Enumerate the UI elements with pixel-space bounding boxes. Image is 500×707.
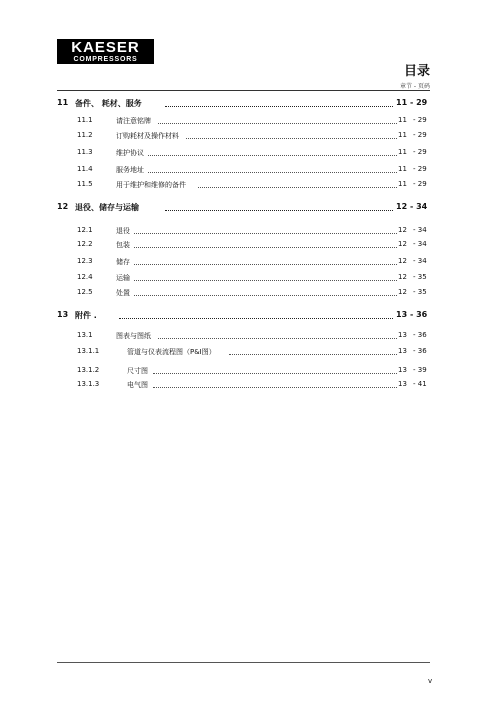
dot-leader xyxy=(158,338,397,339)
toc-chapter-ref: 12 xyxy=(398,226,407,234)
toc-number: 12.5 xyxy=(77,288,93,296)
dot-leader xyxy=(229,354,397,355)
toc-page-ref: - 29 xyxy=(413,148,427,156)
toc-page-ref: - 29 xyxy=(413,116,427,124)
dot-leader xyxy=(158,123,397,124)
toc-section-row[interactable] xyxy=(0,226,500,240)
toc-page-ref: - 29 xyxy=(413,180,427,188)
toc-page-ref: - 35 xyxy=(413,273,427,281)
toc-title[interactable]: 附件 . xyxy=(75,311,97,320)
toc-chapter-ref: 12 xyxy=(398,240,407,248)
toc-section-row[interactable] xyxy=(0,331,500,345)
toc-page-ref: - 29 xyxy=(413,165,427,173)
toc-number: 13.1.3 xyxy=(77,380,100,388)
toc-chapter-row[interactable] xyxy=(0,98,500,112)
toc-chapter-ref: 11 xyxy=(396,98,408,107)
toc-chapter-ref: 13 xyxy=(398,380,407,388)
toc-number: 11.5 xyxy=(77,180,93,188)
toc-page-ref: - 34 xyxy=(410,202,428,211)
toc-section-row[interactable] xyxy=(0,240,500,254)
toc-chapter-ref: 12 xyxy=(396,202,408,211)
toc-title[interactable]: 图表与图纸 xyxy=(116,332,151,340)
dot-leader xyxy=(134,264,397,265)
toc-chapter-row[interactable] xyxy=(0,202,500,216)
toc-page-ref: - 34 xyxy=(413,257,427,265)
toc-page-ref: - 35 xyxy=(413,288,427,296)
toc-page-ref: - 36 xyxy=(413,347,427,355)
toc-chapter-ref: 11 xyxy=(398,180,407,188)
toc-title[interactable]: 处置 xyxy=(116,289,130,297)
toc-section-row[interactable] xyxy=(0,257,500,271)
dot-leader xyxy=(153,387,397,388)
toc-title[interactable]: 电气图 xyxy=(127,381,148,389)
dot-leader xyxy=(153,373,397,374)
toc-page-ref: - 36 xyxy=(410,310,428,319)
page-title: 目录 xyxy=(403,64,430,79)
toc-chapter-ref: 11 xyxy=(398,165,407,173)
toc-page-ref: - 36 xyxy=(413,331,427,339)
toc-section-row[interactable] xyxy=(0,165,500,179)
toc-number: 12.1 xyxy=(77,226,93,234)
toc-section-row[interactable] xyxy=(0,347,500,361)
toc-title[interactable]: 管道与仪表流程图（P&I图） xyxy=(127,348,216,356)
dot-leader xyxy=(134,295,397,296)
toc-chapter-ref: 13 xyxy=(396,310,408,319)
toc-chapter-ref: 13 xyxy=(398,331,407,339)
toc-page-ref: - 34 xyxy=(413,240,427,248)
toc-title[interactable]: 退役 xyxy=(116,227,130,235)
logo-tagline: COMPRESSORS xyxy=(73,56,138,63)
toc-page-ref: - 29 xyxy=(410,98,428,107)
page-number: v xyxy=(428,677,433,685)
toc-chapter-ref: 11 xyxy=(398,148,407,156)
toc-number: 12.3 xyxy=(77,257,93,265)
toc-title[interactable]: 储存 xyxy=(116,258,130,266)
toc-chapter-ref: 12 xyxy=(398,288,407,296)
toc-section-row[interactable] xyxy=(0,288,500,302)
toc-chapter-ref: 12 xyxy=(398,273,407,281)
toc-section-row[interactable] xyxy=(0,366,500,380)
toc-number: 12.2 xyxy=(77,240,93,248)
footer-rule xyxy=(57,662,430,663)
toc-section-row[interactable] xyxy=(0,180,500,194)
toc-number: 13.1.1 xyxy=(77,347,100,355)
toc-chapter-ref: 13 xyxy=(398,347,407,355)
toc-page-ref: - 29 xyxy=(413,131,427,139)
dot-leader xyxy=(148,155,397,156)
dot-leader xyxy=(134,280,397,281)
dot-leader xyxy=(119,318,393,319)
toc-number: 11.2 xyxy=(77,131,93,139)
toc-title[interactable]: 运输 xyxy=(116,274,130,282)
toc-chapter-ref: 13 xyxy=(398,366,407,374)
toc-number: 11.4 xyxy=(77,165,93,173)
toc-title[interactable]: 用于维护和维修的备件 xyxy=(116,181,186,189)
toc-section-row[interactable] xyxy=(0,273,500,287)
toc-page-ref: - 41 xyxy=(413,380,427,388)
kaeser-logo xyxy=(57,39,154,64)
toc-section-row[interactable] xyxy=(0,116,500,130)
toc-chapter-ref: 12 xyxy=(398,257,407,265)
toc-title[interactable]: 退役、储存与运输 xyxy=(75,203,139,212)
toc-title[interactable]: 备件、 耗材、服务 xyxy=(75,99,142,108)
toc-number: 12.4 xyxy=(77,273,93,281)
toc-number: 13.1 xyxy=(77,331,93,339)
logo-wordmark: KAESER xyxy=(71,39,140,56)
toc-number: 11.1 xyxy=(77,116,93,124)
toc-title[interactable]: 维护协议 xyxy=(116,149,144,157)
dot-leader xyxy=(148,172,397,173)
toc-title[interactable]: 请注意铭牌 xyxy=(116,117,151,125)
toc-section-row[interactable] xyxy=(0,148,500,162)
column-legend: 章节 - 页码 xyxy=(400,83,430,90)
toc-number: 13.1.2 xyxy=(77,366,100,374)
dot-leader xyxy=(186,138,397,139)
header-rule xyxy=(57,90,430,91)
toc-title[interactable]: 尺寸图 xyxy=(127,367,148,375)
toc-chapter-ref: 11 xyxy=(398,116,407,124)
toc-number: 11 xyxy=(57,98,69,107)
toc-chapter-ref: 11 xyxy=(398,131,407,139)
toc-title[interactable]: 包装 xyxy=(116,241,130,249)
toc-section-row[interactable] xyxy=(0,380,500,394)
toc-number: 11.3 xyxy=(77,148,93,156)
dot-leader xyxy=(165,106,393,107)
toc-number: 12 xyxy=(57,202,69,211)
toc-title[interactable]: 订购耗材及操作材料 xyxy=(116,132,179,140)
toc-page-ref: - 34 xyxy=(413,226,427,234)
toc-chapter-row[interactable] xyxy=(0,310,500,324)
toc-section-row[interactable] xyxy=(0,131,500,145)
dot-leader xyxy=(134,233,397,234)
dot-leader xyxy=(165,210,393,211)
dot-leader xyxy=(198,187,397,188)
toc-title[interactable]: 服务地址 xyxy=(116,166,144,174)
dot-leader xyxy=(134,247,397,248)
toc-number: 13 xyxy=(57,310,69,319)
toc-page-ref: - 39 xyxy=(413,366,427,374)
